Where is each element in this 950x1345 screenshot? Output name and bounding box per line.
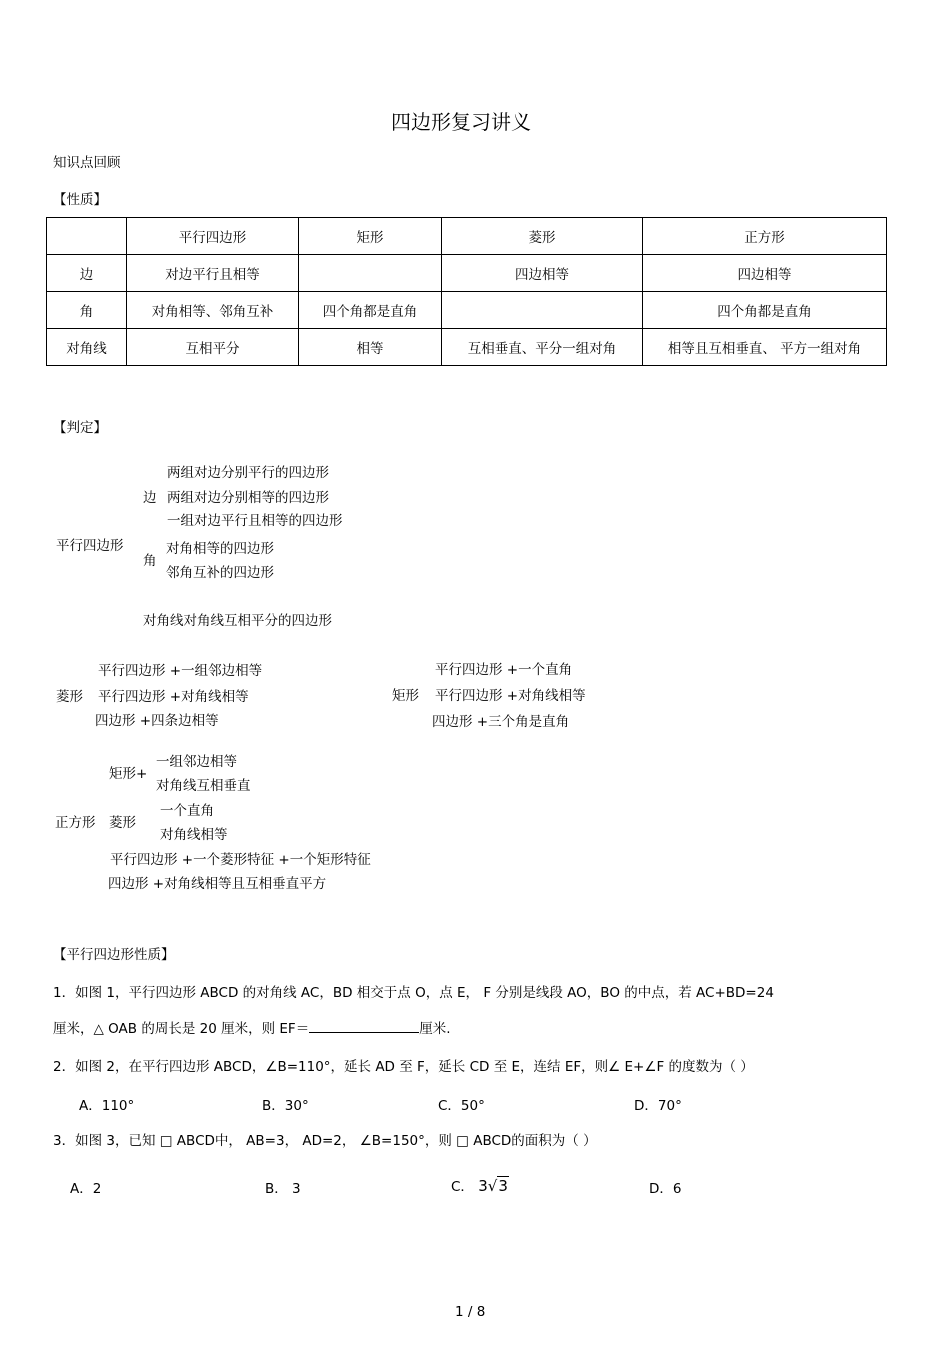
option-c [451, 1175, 509, 1195]
criterion-item: 对角线互相垂直 [156, 778, 251, 794]
page-number: 1 / 8 [455, 1304, 486, 1320]
table-row [47, 292, 887, 329]
page-title: 四边形复习讲义 [391, 110, 531, 134]
option-c-coefficient: 3 [478, 1177, 488, 1195]
section-review: 知识点回顾 [53, 155, 121, 171]
question-1-line-2 [53, 1017, 451, 1037]
option-c-radicand: 3 [498, 1177, 508, 1195]
parallelogram-label: 平行四边形 [56, 538, 124, 554]
criterion-item: 对角线相等 [160, 827, 228, 843]
table-cell: 正方形 [643, 218, 887, 255]
question-1-unit: 厘米. [419, 1021, 451, 1037]
criterion-item: 两组对边分别相等的四边形 [167, 490, 329, 506]
square-rhombus-label: 菱形 [109, 815, 136, 831]
table-cell: 边 [47, 255, 127, 292]
option-b: B．30° [262, 1098, 309, 1114]
criterion-item: 对角相等的四边形 [166, 541, 274, 557]
table-cell: 对角线 [47, 329, 127, 366]
option-d: D．70° [634, 1098, 682, 1114]
table-cell: 四个角都是直角 [643, 292, 887, 329]
rhombus-label: 菱形 [56, 689, 83, 705]
option-d: D．6 [649, 1181, 682, 1197]
criterion-item: 一个直角 [160, 803, 214, 819]
criterion-item: 平行四边形 +对角线相等 [98, 689, 249, 705]
square-rect-label: 矩形+ [109, 766, 148, 782]
question-3: 3．如图 3，已知 □ ABCD中， AB=3， AD=2， ∠B=150°，则 □ ABCD的面积为（ ） [53, 1133, 597, 1149]
option-a: A．110° [79, 1098, 135, 1114]
criterion-item: 邻角互补的四边形 [166, 565, 274, 581]
table-row [47, 218, 887, 255]
criterion-item: 平行四边形 +对角线相等 [435, 688, 586, 704]
heading-criteria: 【判定】 [53, 420, 107, 436]
table-cell [47, 218, 127, 255]
question-2: 2．如图 2，在平行四边形 ABCD，∠B=110°，延长 AD 至 F，延长 CD 至 E，连结 EF，则∠ E+∠F 的度数为（ ） [53, 1059, 754, 1075]
table-cell: 四个角都是直角 [299, 292, 442, 329]
table-cell: 相等 [299, 329, 442, 366]
side-label: 边 [143, 490, 157, 506]
table-cell: 对边平行且相等 [127, 255, 299, 292]
table-cell: 互相平分 [127, 329, 299, 366]
table-cell: 平行四边形 [127, 218, 299, 255]
answer-blank [309, 1020, 419, 1033]
heading-properties: 【性质】 [53, 192, 107, 208]
criterion-item: 对角线对角线互相平分的四边形 [143, 613, 332, 629]
table-cell: 四边相等 [442, 255, 643, 292]
sqrt-symbol: √3 [487, 1177, 508, 1195]
criterion-item: 平行四边形 +一组邻边相等 [98, 663, 263, 679]
table-row [47, 329, 887, 366]
option-c: C．50° [438, 1098, 485, 1114]
table-cell: 对角相等、邻角互补 [127, 292, 299, 329]
rectangle-label: 矩形 [392, 688, 419, 704]
criterion-item: 四边形 +三个角是直角 [432, 714, 570, 730]
table-cell [442, 292, 643, 329]
criterion-item: 一组对边平行且相等的四边形 [167, 513, 343, 529]
table-cell: 菱形 [442, 218, 643, 255]
criterion-item: 两组对边分别平行的四边形 [167, 465, 329, 481]
table-cell: 角 [47, 292, 127, 329]
heading-parallelogram-properties: 【平行四边形性质】 [53, 947, 175, 963]
table-cell [299, 255, 442, 292]
criterion-item: 一组邻边相等 [156, 754, 237, 770]
table-cell: 相等且互相垂直、 平方一组对角 [643, 329, 887, 366]
square-label: 正方形 [55, 815, 96, 831]
angle-label: 角 [143, 553, 157, 569]
criterion-item: 平行四边形 +一个菱形特征 +一个矩形特征 [110, 852, 371, 868]
question-1-line-1: 1．如图 1，平行四边形 ABCD 的对角线 AC，BD 相交于点 O，点 E， F 分别是线段 AO，BO 的中点，若 AC+BD=24 [53, 985, 774, 1001]
option-c-label: C． [451, 1179, 474, 1195]
criterion-item: 四边形 +四条边相等 [95, 713, 219, 729]
table-cell: 四边相等 [643, 255, 887, 292]
table-cell: 矩形 [299, 218, 442, 255]
table-row [47, 255, 887, 292]
question-1-text: 厘米，△ OAB 的周长是 20 厘米，则 EF＝ [53, 1021, 310, 1037]
criterion-item: 平行四边形 +一个直角 [435, 662, 573, 678]
table-cell: 互相垂直、平分一组对角 [442, 329, 643, 366]
properties-table [46, 217, 887, 366]
option-b: B． 3 [265, 1181, 301, 1197]
criterion-item: 四边形 +对角线相等且互相垂直平方 [108, 876, 327, 892]
option-a: A．2 [70, 1181, 102, 1197]
